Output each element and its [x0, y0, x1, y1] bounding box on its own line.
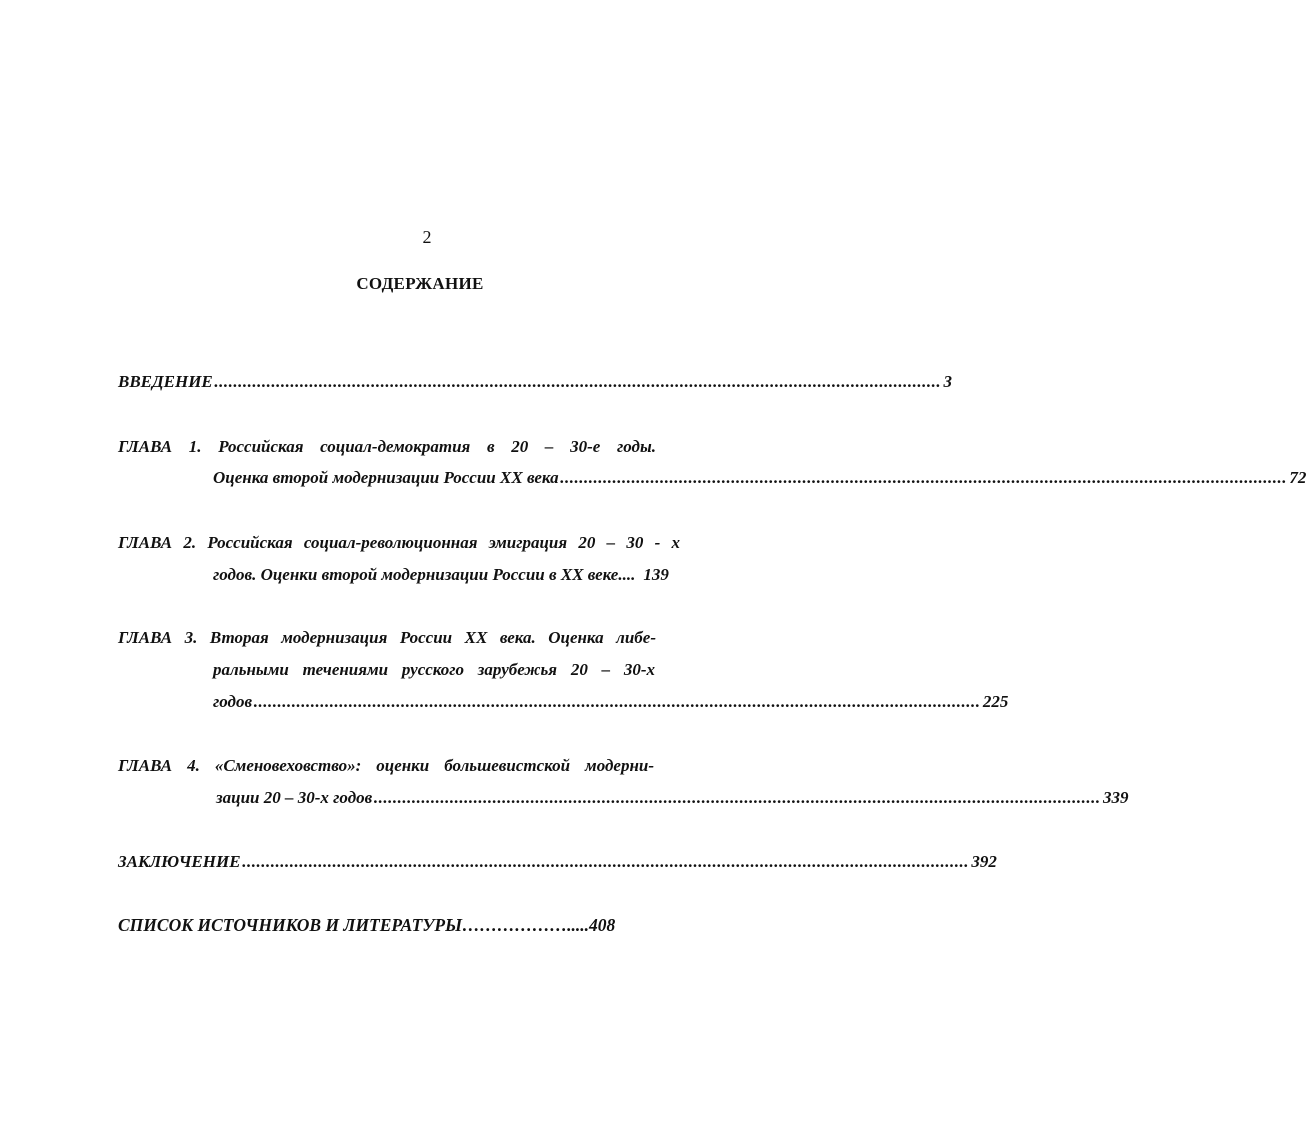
dot-leader: .........................................................................................................................................................: [559, 468, 1287, 487]
toc-entry-ch1-line1[interactable]: ГЛАВА 1. Российская социал-демократия в 20 – 30-е годы.: [118, 437, 656, 456]
toc-entry-ch3-line2[interactable]: ральными течениями русского зарубежья 20 – 30-х: [213, 660, 655, 679]
toc-entry-ch3-line1[interactable]: ГЛАВА 3. Вторая модернизация России XX века. Оценка либе-: [118, 628, 656, 647]
toc-page-number: 72: [1289, 468, 1306, 487]
toc-entry-title: годов: [213, 692, 253, 711]
page-title: СОДЕРЖАНИЕ: [356, 274, 484, 293]
toc-entry-ch4-line1[interactable]: ГЛАВА 4. «Сменовеховство»: оценки большевистской модерни-: [118, 756, 654, 775]
toc-entry-title: ВВЕДЕНИЕ: [118, 372, 213, 391]
toc-entry-title: СПИСОК ИСТОЧНИКОВ И ЛИТЕРАТУРЫ……………….....: [118, 915, 589, 935]
page-number: 2: [422, 227, 432, 247]
toc-entry-title: зации 20 – 30-х годов: [216, 788, 373, 807]
toc-page-number: 3: [943, 372, 953, 391]
toc-entry-title: годов. Оценки второй модернизации России в XX веке....: [213, 565, 636, 584]
toc-page-number: 139: [643, 565, 669, 584]
toc-entry-intro[interactable]: [118, 371, 953, 393]
dot-leader: .........................................................................................................................................................: [241, 852, 969, 871]
toc-page-number: 339: [1103, 788, 1129, 807]
dot-leader: .........................................................................................................................................................: [213, 372, 941, 391]
toc-entry-ch1-line2[interactable]: [213, 467, 1306, 489]
toc-page-number: 225: [982, 692, 1009, 711]
toc-entry-ch2-line1[interactable]: ГЛАВА 2. Российская социал-революционная эмиграция 20 – 30 - х: [118, 533, 680, 552]
toc-entry-conclusion[interactable]: [118, 851, 997, 873]
toc-entry-sources[interactable]: [118, 914, 615, 936]
dot-leader: .........................................................................................................................................................: [373, 788, 1100, 807]
toc-page-number: 408: [588, 915, 616, 935]
toc-entry-ch4-line2[interactable]: [216, 787, 1129, 809]
toc-entry-ch2-line2[interactable]: [213, 564, 713, 586]
dot-leader: .........................................................................................................................................................: [253, 692, 980, 711]
toc-entry-title: Оценка второй модернизации России XX века: [213, 468, 559, 487]
toc-page-number: 392: [971, 852, 997, 871]
toc-entry-title: ЗАКЛЮЧЕНИЕ: [118, 852, 241, 871]
toc-entry-ch3-line3[interactable]: [213, 691, 1009, 713]
